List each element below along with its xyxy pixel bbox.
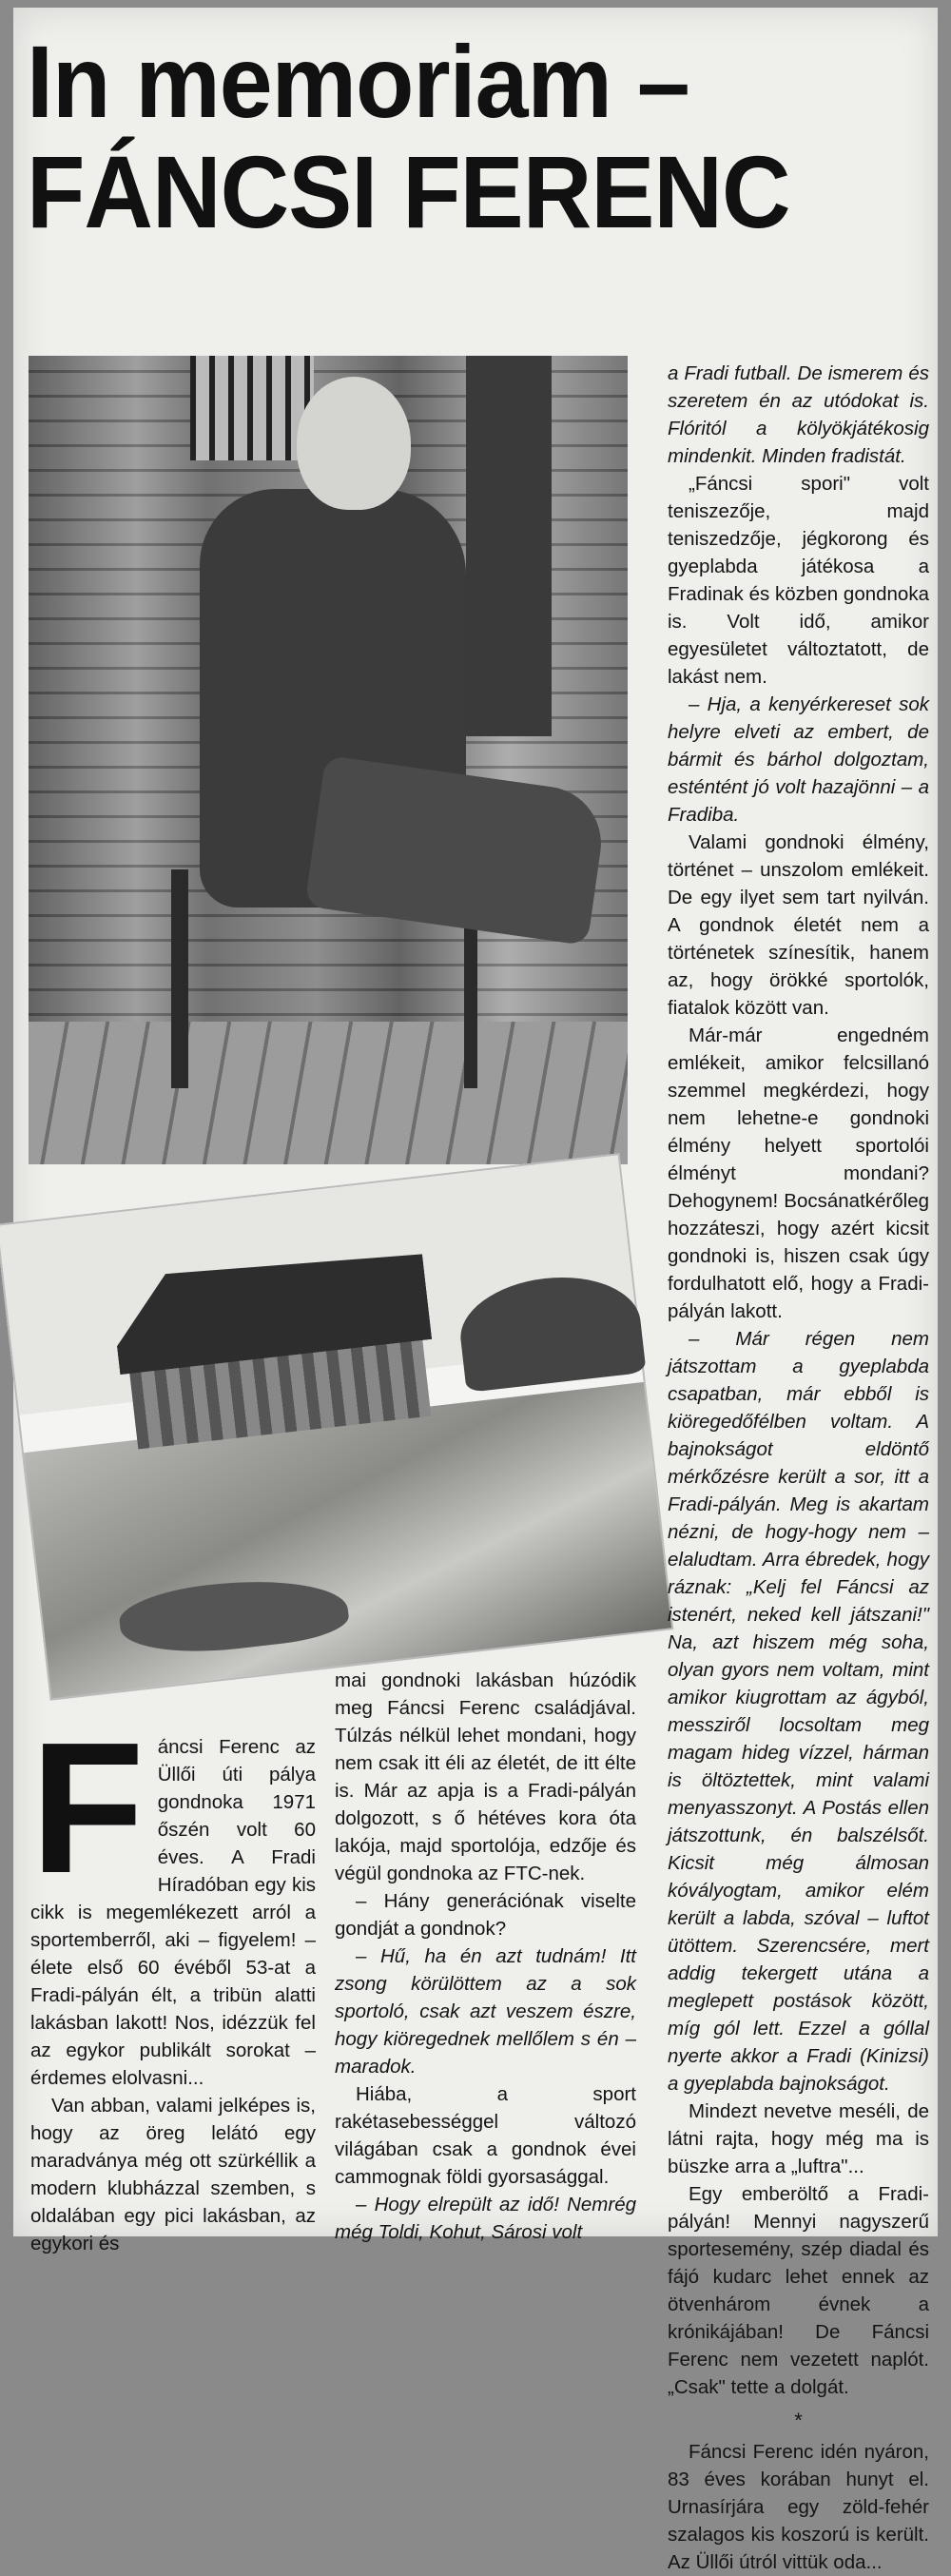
headline-line-1: In memoriam – bbox=[27, 24, 689, 139]
paragraph: „Fáncsi spori" volt teniszezője, majd teniszedzője, jégkorong és gyeplabda játékosa a Fradinak és közben gondnoka is. Volt idő, amikor egyesületet változtatott, de lakást nem. bbox=[668, 473, 929, 688]
paragraph: Egy emberöltő a Fradi-pályán! Mennyi nagyszerű sportesemény, szép diadal és fájó kudarc lehet ennek az ötvenhárom évnek a krónikájában! De Fáncsi Ferenc nem vezetett naplót. „Csak" tette a dolgát. bbox=[668, 2183, 929, 2398]
paragraph: – Már régen nem játszottam a gyeplabda csapatban, már ebből is kiöregedőfélben voltam. A bajnokságot eldöntő mérkőzésre került a sor, itt a Fradi-pályán. Meg is akartam nézni, de hogy-hogy nem – elaludtam. Arra ébredek, hogy ráznak: „Kelj fel Fáncsi az istenért, neked kell játszani!" Na, azt hiszem még soha, olyan gyors nem voltam, mint amikor kiugrottam az ágyból, messziről locsoltam meg magam hideg vízzel, hárman is öltöztettek, mint valami menyasszonyt. A Postás ellen játszottunk, én balszélsőt. Kicsit még álmosan kóvályogtam, amikor elém került a labda, szóval – luftot ütöttem. Szerencsére, mert addig tekergett utána a meglepett postások között, míg gól lett. Ezzel a góllal nyerte akkor a Fradi (Kinizsi) a gyeplabda bajnokságot. bbox=[668, 1328, 929, 2095]
paragraph: – Hány generációnak viselte gondját a gondnok? bbox=[335, 1890, 636, 1940]
demolition-ground bbox=[24, 1382, 671, 1699]
doorway bbox=[466, 356, 552, 736]
man-head bbox=[297, 377, 411, 510]
paragraph: Fáncsi Ferenc idén nyáron, 83 éves korában hunyt el. Urnasírjára egy zöld-fehér szalagos kis koszorú is került. Az Üllői útról vittük oda... bbox=[668, 2441, 929, 2573]
paragraph: a Fradi futball. De ismerem és szeretem én az utódokat is. Flóritól a kölyökjátékosig mindenkit. Minden fradistát. bbox=[668, 362, 929, 467]
paragraph: Hiába, a sport rakétasebességgel változó világában csak a gondnok évei cammognak földi gyorsasággal. bbox=[335, 2083, 636, 2188]
stadium-photo bbox=[0, 1153, 673, 1700]
article-column-middle bbox=[335, 1667, 636, 2246]
headline bbox=[27, 24, 858, 249]
portrait-photo bbox=[29, 356, 628, 1164]
paragraph-lead bbox=[30, 1704, 316, 2092]
paragraph: Valami gondnoki élmény, történet – unszolom emlékeit. De egy ilyet sem tart nyilván. A gondnok életét nem a történetek színesítik, hanem az, hogy örökké sportolók, fiatalok között van. bbox=[668, 831, 929, 1019]
paragraph: Van abban, valami jelképes is, hogy az öreg lelátó egy maradványa még ott szürkéllik a modern klubházzal szemben, s oldalában egy pici lakásban, az egykori és bbox=[30, 2095, 316, 2254]
lead-text: áncsi Ferenc az Üllői úti pálya gondnoka 1971 őszén volt 60 éves. A Fradi Híradóban egy kis cikk is megemlékezett arról a sportemberről, aki – figyelem! – élete első 60 évéből 53-at a Fradi-pályán élt, a tribün alatti lakásban lakott! Nos, idézzük fel az egykor publikált sorokat – érdemes elolvasni... bbox=[30, 1736, 316, 2089]
article-column-left bbox=[30, 1704, 316, 2257]
dropcap: F bbox=[30, 1704, 145, 1912]
paragraph: – Hja, a kenyérkereset sok helyre elveti az embert, de bármit és bárhol dolgoztam, esténtént jó volt hazajönni – a Fradiba. bbox=[668, 693, 929, 826]
section-divider-star: * bbox=[794, 2409, 803, 2432]
headline-line-2: FÁNCSI FERENC bbox=[27, 134, 790, 249]
article-column-right bbox=[668, 360, 929, 2576]
paragraph: – Hű, ha én azt tudnám! Itt zsong körülöttem az a sok sportoló, csak azt veszem észre, hogy kiöregednek mellőlem s én – maradok. bbox=[335, 1945, 636, 2078]
paragraph: – Hogy elrepült az idő! Nemrég még Toldi, Kohut, Sárosi volt bbox=[335, 2194, 636, 2243]
paragraph: Mindezt nevetve meséli, de látni rajta, hogy még ma is büszke arra a „luftra"... bbox=[668, 2100, 929, 2177]
newspaper-page bbox=[13, 8, 938, 2573]
barred-window bbox=[190, 356, 314, 460]
paragraph: Már-már engedném emlékeit, amikor felcsillanó szemmel megkérdezi, hogy nem lehetne-e gondnoki élmény helyett sportolói élményt mondani? Dehogynem! Bocsánatkérőleg hozzáteszi, hogy azért kicsit gondnoki is, hiszen csak úgy fordulhatott elő, hogy a Fradi-pályán lakott. bbox=[668, 1025, 929, 1322]
paragraph: mai gondnoki lakásban húzódik meg Fáncsi Ferenc családjával. Túlzás nélkül lehet mondani, hogy nem csak itt éli az életét, de itt élte is. Már az apja is a Fradi-pályán dolgozott, s ő hétéves kora óta lakója, majd sportolója, edzője és végül gondnoka az FTC-nek. bbox=[335, 1669, 636, 1884]
